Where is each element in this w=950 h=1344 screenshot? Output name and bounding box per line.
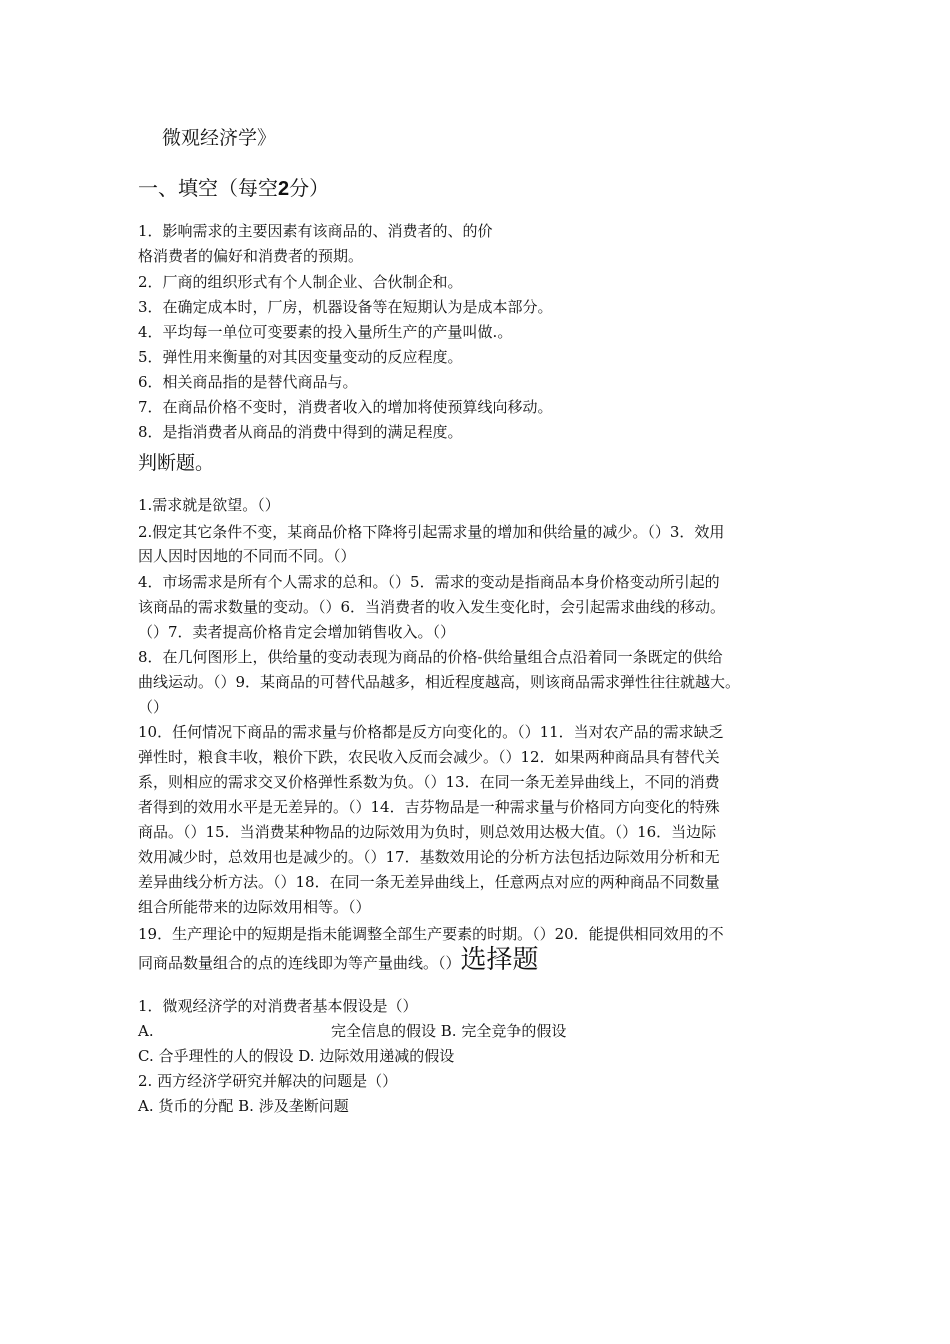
judge-question-line: （） (138, 698, 169, 716)
judge-question-line: （）7．卖者提高价格肯定会增加销售收入。（） (138, 623, 456, 641)
fill-in-heading (138, 175, 329, 202)
fill-question-line: 4．平均每一单位可变要素的投入量所生产的产量叫做.。 (138, 323, 513, 341)
judge-question-line: 该商品的需求数量的变动。（）6．当消费者的收入发生变化时，会引起需求曲线的移动。 (138, 598, 726, 616)
document-title: 微观经济学》 (162, 127, 277, 149)
judge-question-line: 组合所能带来的边际效用相等。（） (138, 898, 371, 916)
judge-question-line: 曲线运动。（）9．某商品的可替代品越多，相近程度越高，则该商品需求弹性往往就越大。 (138, 673, 741, 691)
judge-last-text: 同商品数量组合的点的连线即为等产量曲线。（） (138, 954, 461, 972)
choice-heading: 选择题 (460, 945, 539, 975)
fill-question-line: 6．相关商品指的是替代商品与。 (138, 373, 358, 391)
judge-question-line: 4．市场需求是所有个人需求的总和。（）5．需求的变动是指商品本身价格变动所引起的 (138, 573, 720, 591)
fill-question-line: 5．弹性用来衡量的对其因变量变动的反应程度。 (138, 348, 463, 366)
judge-question-line: 者得到的效用水平是无差异的。（）14．吉芬物品是一种需求量与价格同方向变化的特殊 (138, 798, 720, 816)
fill-question-line: 3．在确定成本时，厂房，机器设备等在短期认为是成本部分。 (138, 298, 553, 316)
fill-question-line: 格消费者的偏好和消费者的预期。 (138, 247, 364, 265)
judge-last-line (138, 945, 539, 978)
fill-in-heading-text: 一、填空（每空 (138, 176, 278, 200)
judge-question-line: 差异曲线分析方法。（）18．在同一条无差异曲线上，任意两点对应的两种商品不同数量 (138, 873, 720, 891)
fill-question-line: 1．影响需求的主要因素有该商品的、消费者的、的价 (138, 222, 493, 240)
judge-heading: 判断题。 (138, 452, 215, 474)
judge-question-line: 1.需求就是欲望。（） (138, 496, 280, 514)
judge-question-line: 8．在几何图形上，供给量的变动表现为商品的价格-供给量组合点沿着同一条既定的供给 (138, 648, 723, 666)
fill-question-line: 2．厂商的组织形式有个人制企业、合伙制企和。 (138, 273, 463, 291)
fill-question-line: 7．在商品价格不变时，消费者收入的增加将使预算线向移动。 (138, 398, 553, 416)
choice-question: 2. 西方经济学研究并解决的问题是（） (138, 1072, 398, 1090)
judge-question-line: 10．任何情况下商品的需求量与价格都是反方向变化的。（）11．当对农产品的需求缺乏 (138, 723, 724, 741)
choice-option-a-label: A. (138, 1022, 154, 1040)
choice-option-a-text: 完全信息的假设 B. 完全竞争的假设 (331, 1022, 567, 1040)
choice-options-ab (138, 1021, 567, 1041)
judge-question-line: 系，则相应的需求交叉价格弹性系数为负。（）13．在同一条无差异曲线上，不同的消费 (138, 773, 720, 791)
judge-question-line: 弹性时，粮食丰收，粮价下跌，农民收入反而会减少。（）12．如果两种商品具有替代关 (138, 748, 720, 766)
choice-options-ab: A. 货币的分配 B. 涉及垄断问题 (138, 1097, 349, 1115)
judge-question-line: 2.假定其它条件不变，某商品价格下降将引起需求量的增加和供给量的减少。（）3．效用 (138, 523, 725, 541)
choice-options-cd: C. 合乎理性的人的假设 D. 边际效用递减的假设 (138, 1047, 455, 1065)
fill-in-heading-points: 2 (278, 178, 290, 200)
judge-question-line: 商品。（）15．当消费某种物品的边际效用为负时，则总效用达极大值。（）16．当边际 (138, 823, 717, 841)
judge-question-line: 19．生产理论中的短期是指未能调整全部生产要素的时期。（）20．能提供相同效用的不 (138, 925, 724, 943)
choice-question: 1．微观经济学的对消费者基本假设是（） (138, 997, 418, 1015)
judge-question-line: 因人因时因地的不同而不同。（） (138, 547, 356, 565)
fill-in-heading-tail: 分） (289, 176, 330, 200)
fill-question-line: 8．是指消费者从商品的消费中得到的满足程度。 (138, 423, 463, 441)
judge-question-line: 效用减少时，总效用也是减少的。（）17．基数效用论的分析方法包括边际效用分析和无 (138, 848, 720, 866)
